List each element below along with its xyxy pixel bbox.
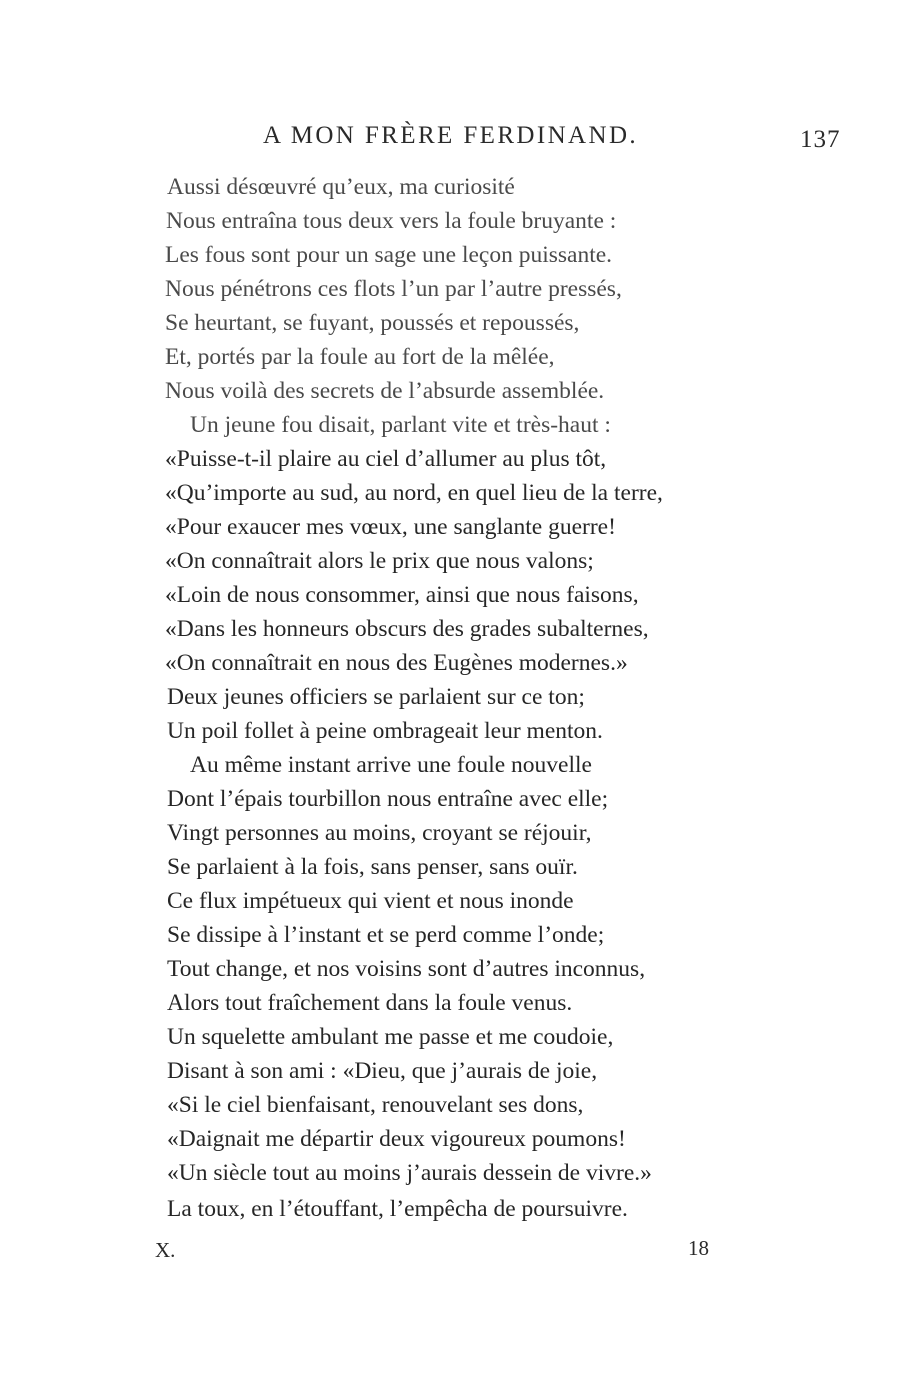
poem-line: Nous entraîna tous deux vers la foule bruyante : [166, 208, 617, 234]
poem-line: «Si le ciel bienfaisant, renouvelant ses dons, [167, 1092, 584, 1118]
poem-line: «Daignait me départir deux vigoureux poumons! [167, 1126, 626, 1152]
poem-line: «On connaîtrait alors le prix que nous valons; [165, 548, 594, 574]
poem-line: «Qu’importe au sud, au nord, en quel lieu de la terre, [165, 480, 663, 506]
poem-line: Ce flux impétueux qui vient et nous inonde [167, 888, 574, 914]
gathering-number: 18 [688, 1236, 709, 1260]
page-number: 137 [800, 126, 841, 153]
poem-line: «Un siècle tout au moins j’aurais dessein de vivre.» [167, 1160, 652, 1186]
poem-line: Deux jeunes officiers se parlaient sur ce ton; [167, 684, 585, 710]
poem-line: «On connaîtrait en nous des Eugènes modernes.» [165, 650, 628, 676]
poem-line: Tout change, et nos voisins sont d’autres inconnus, [167, 956, 646, 982]
poem-line: «Dans les honneurs obscurs des grades subalternes, [165, 616, 649, 642]
poem-line: La toux, en l’étouffant, l’empêcha de poursuivre. [167, 1196, 628, 1222]
poem-line: Alors tout fraîchement dans la foule venus. [167, 990, 573, 1016]
signature-mark: X. [155, 1238, 176, 1262]
poem-line: «Pour exaucer mes vœux, une sanglante guerre! [165, 514, 616, 540]
running-title: A MON FRÈRE FERDINAND. [263, 122, 639, 149]
poem-line: Et, portés par la foule au fort de la mêlée, [165, 344, 555, 370]
poem-line: Aussi désœuvré qu’eux, ma curiosité [167, 174, 515, 200]
poem-line: Disant à son ami : «Dieu, que j’aurais de joie, [167, 1058, 598, 1084]
poem-line: «Puisse-t-il plaire au ciel d’allumer au plus tôt, [165, 446, 607, 472]
poem-line: Se dissipe à l’instant et se perd comme l’onde; [167, 922, 605, 948]
page-footer [0, 1236, 900, 1266]
poem-line: «Loin de nous consommer, ainsi que nous faisons, [165, 582, 639, 608]
poem-line: Les fous sont pour un sage une leçon puissante. [165, 242, 613, 268]
poem-line: Dont l’épais tourbillon nous entraîne avec elle; [167, 786, 609, 812]
poem-line: Au même instant arrive une foule nouvelle [190, 752, 592, 778]
poem-line: Se parlaient à la fois, sans penser, sans ouïr. [167, 854, 578, 880]
poem-line: Un jeune fou disait, parlant vite et très-haut : [190, 412, 611, 438]
poem-line: Nous pénétrons ces flots l’un par l’autre pressés, [165, 276, 622, 302]
poem-line: Vingt personnes au moins, croyant se réjouir, [167, 820, 592, 846]
poem-line: Un squelette ambulant me passe et me coudoie, [167, 1024, 614, 1050]
poem-line: Se heurtant, se fuyant, poussés et repoussés, [165, 310, 580, 336]
running-head [0, 122, 900, 156]
poem-line: Un poil follet à peine ombrageait leur menton. [167, 718, 603, 744]
poem-line: Nous voilà des secrets de l’absurde assemblée. [165, 378, 605, 404]
